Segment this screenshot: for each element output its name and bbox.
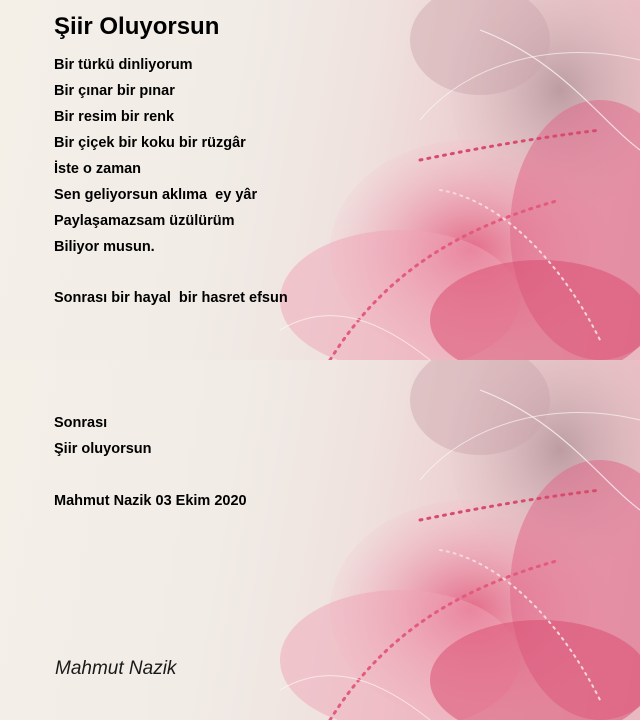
poem-line: Sonrası xyxy=(54,415,108,431)
poem-line: Bir çınar bir pınar xyxy=(54,83,175,99)
poem-line: Sonrası bir hayal bir hasret efsun xyxy=(54,290,288,306)
poem-line: Paylaşamazsam üzülürüm xyxy=(54,213,235,229)
poem-line: Bir türkü dinliyorum xyxy=(54,57,193,73)
poem-line: İste o zaman xyxy=(54,161,142,177)
poem-stanza xyxy=(54,52,257,260)
poem-card-bottom xyxy=(0,360,640,720)
poem-line: Sen geliyorsun aklıma ey yâr xyxy=(54,187,258,203)
poem-line: Biliyor musun. xyxy=(54,239,155,255)
poem-line: Şiir oluyorsun xyxy=(54,441,152,457)
poem-line: Bir çiçek bir koku bir rüzgâr xyxy=(54,135,246,151)
poem-stanza xyxy=(54,285,288,311)
poem-title: Şiir Oluyorsun xyxy=(54,13,220,40)
author-signature: Mahmut Nazik xyxy=(55,658,177,679)
poem-line: Bir resim bir renk xyxy=(54,109,175,125)
poem-stanza xyxy=(54,410,152,462)
byline-text: Mahmut Nazik 03 Ekim 2020 xyxy=(54,493,247,509)
poem-byline xyxy=(54,488,247,514)
